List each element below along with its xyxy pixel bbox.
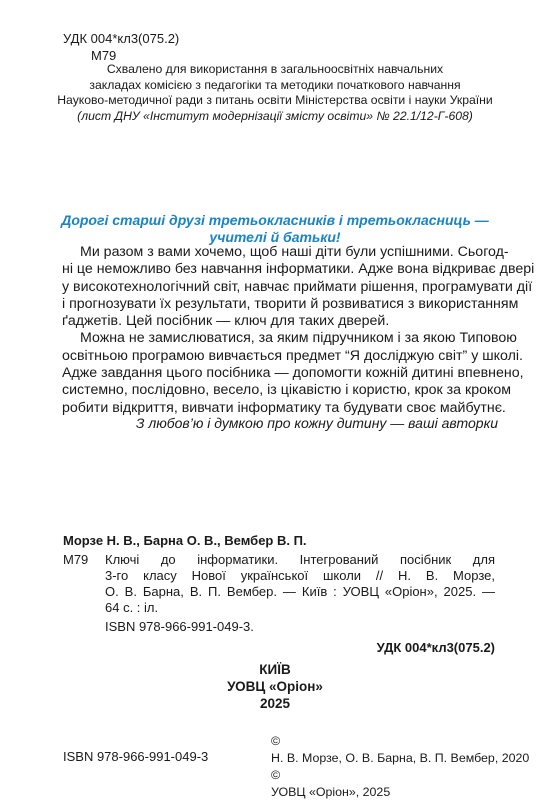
approval-line-2: закладах комісією з педагогіки та методики початкового навчання <box>89 77 461 92</box>
copyright-authors: Н. В. Морзе, О. В. Барна, В. П. Вембер, 2020 <box>271 751 530 765</box>
author-index: М79 <box>91 48 117 63</box>
greeting-line-2: учителі й батьки! <box>209 229 341 245</box>
intro-paragraph-2 <box>62 330 524 416</box>
bib-line: О. В. Барна, В. П. Вембер. — Київ : УОВЦ «Оріон», 2025. — <box>105 584 495 599</box>
copyright-publisher: УОВЦ «Оріон», 2025 <box>271 785 391 799</box>
bib-line: Ключі до інформатики. Інтегрований посібник для <box>105 552 495 567</box>
paragraph-line: системно, послідовно, весело, із цікавістю і користю, крок за кроком <box>62 382 512 399</box>
approval-line-1: Схвалено для використання в загальноосвітніх навчальних <box>106 62 444 76</box>
approval-line-3: Науково-методичної ради з питань освіти Міністерства освіти і науки України <box>57 93 493 108</box>
copyright-block <box>271 733 529 801</box>
paragraph-line: ґаджетів. Цей посібник — ключ для таких дверей. <box>62 313 390 330</box>
bib-description <box>105 552 495 616</box>
udk-code: УДК 004*кл3(075.2) <box>63 31 180 46</box>
imprint-publisher: УОВЦ «Оріон» <box>227 679 323 694</box>
greeting-line-1: Дорогі старші друзі третьокласників і третьокласниць — <box>61 212 489 228</box>
copyright-line-2 <box>271 767 529 801</box>
paragraph-line: робити відкриття, вивчати інформатику та будувати своє майбутнє. <box>62 399 506 416</box>
copyright-icon: © <box>271 768 281 782</box>
intro-paragraph-1 <box>62 244 535 330</box>
paragraph-line: ні це неможливо без навчання інформатики. Адже вона відкриває двері <box>62 261 535 278</box>
paragraph-line: і прогнозувати їх результати, творити й розвиватися з використанням <box>62 295 519 312</box>
paragraph-line: освітньою програмою вивчається предмет “Я досліджую світ” у школі. <box>62 347 523 364</box>
copyright-line-1 <box>271 733 529 767</box>
bib-udk: УДК 004*кл3(075.2) <box>376 640 495 655</box>
paragraph-line: Адже завдання цього посібника — допомогти кожній дитині впевнено, <box>62 365 524 382</box>
bib-authors: Морзе Н. В., Барна О. В., Вембер В. П. <box>63 533 307 548</box>
paragraph-line: Можна не замислюватися, за яким підручником і за якою Типовою <box>80 330 517 347</box>
bib-index: М79 <box>63 552 89 567</box>
approval-line-4: (лист ДНУ «Інститут модернізації змісту освіти» № 22.1/12-Г-608) <box>77 108 473 123</box>
paragraph-line: у високотехнологічний світ, навчає приймати рішення, програмувати дії <box>62 278 533 295</box>
imprint-year: 2025 <box>259 696 291 711</box>
bib-isbn: ISBN 978-966-991-049-3. <box>105 619 254 634</box>
bib-line: 64 с. : іл. <box>105 600 159 615</box>
isbn-bottom: ISBN 978-966-991-049-3 <box>63 749 209 764</box>
udk-top <box>63 30 179 64</box>
paragraph-line: Ми разом з вами хочемо, щоб наші діти були успішними. Сьогод- <box>80 244 509 260</box>
copyright-icon: © <box>271 734 281 748</box>
bib-line: 3-го класу Нової української школи // Н. В. Морзе, <box>105 568 495 583</box>
intro-text <box>62 244 535 417</box>
imprint <box>0 661 550 712</box>
greeting-heading <box>40 212 510 246</box>
authors-signature: З любов’ю і думкою про кожну дитину — ваші авторки <box>135 415 498 431</box>
approval-notice <box>40 62 510 124</box>
imprint-city: КИЇВ <box>259 662 291 677</box>
